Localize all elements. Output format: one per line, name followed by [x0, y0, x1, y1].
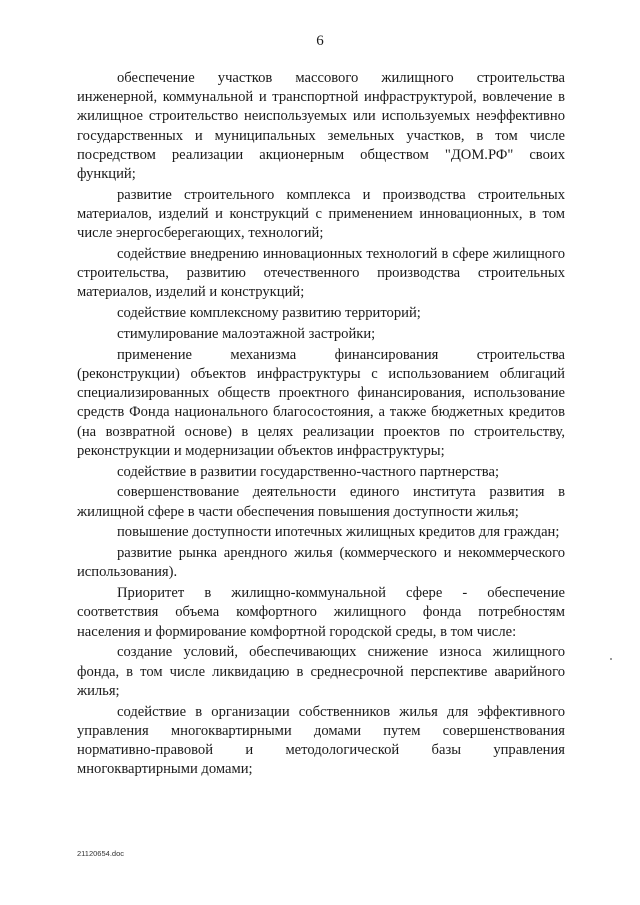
- paragraph: содействие в организации собственников жилья для эффективного управления многоквартирными домами путем совершенствования нормативно-правовой и методологической базы управления многоквартирными домами;: [77, 703, 565, 778]
- page-number: 6: [316, 33, 324, 49]
- paragraph: содействие внедрению инновационных технологий в сфере жилищного строительства, развитию отечественного производства строительных материалов, изделий и конструкций;: [77, 246, 565, 301]
- scan-speck: [610, 658, 612, 660]
- paragraph: создание условий, обеспечивающих снижение износа жилищного фонда, в том числе ликвидацию в среднесрочной перспективе аварийного жилья;: [77, 644, 565, 699]
- paragraph: развитие строительного комплекса и производства строительных материалов, изделий и конструкций с применением инновационных, в том числе энергосберегающих, технологий;: [77, 186, 565, 242]
- paragraph: развитие рынка арендного жилья (коммерческого и некоммерческого использования).: [77, 545, 565, 581]
- paragraph: применение механизма финансирования строительства (реконструкции) объектов инфраструктуры с использованием облигаций специализированных обществ проектного финансирования, использование средств Фонда национального благосостояния, а также бюджетных кредитов (на возвратной основе) в целях реализации проектов по строительству, реконструкции и модернизации объектов инфраструктуры;: [77, 346, 565, 459]
- paragraph: повышение доступности ипотечных жилищных кредитов для граждан;: [117, 524, 560, 541]
- file-reference: 21120654.doc: [77, 849, 124, 858]
- paragraph: содействие в развитии государственно-частного партнерства;: [117, 463, 500, 480]
- paragraph: обеспечение участков массового жилищного строительства инженерной, коммунальной и транспортной инфраструктурой, вовлечение в жилищное строительство неиспользуемых или используемых неэффективно государственных и муниципальных земельных участков, в том числе посредством реализации акционерным обществом "ДОМ.РФ" своих функций;: [77, 70, 565, 183]
- document-body: [77, 69, 565, 781]
- paragraph: совершенствование деятельности единого института развития в жилищной сфере в части обеспечения повышения доступности жилья;: [77, 484, 565, 520]
- paragraph: Приоритет в жилищно-коммунальной сфере - обеспечение соответствия объема комфортного жилищного фонда потребностям населения и формирование комфортной городской среды, в том числе:: [77, 585, 565, 640]
- paragraph: стимулирование малоэтажной застройки;: [117, 326, 376, 343]
- paragraph: содействие комплексному развитию территорий;: [117, 305, 421, 322]
